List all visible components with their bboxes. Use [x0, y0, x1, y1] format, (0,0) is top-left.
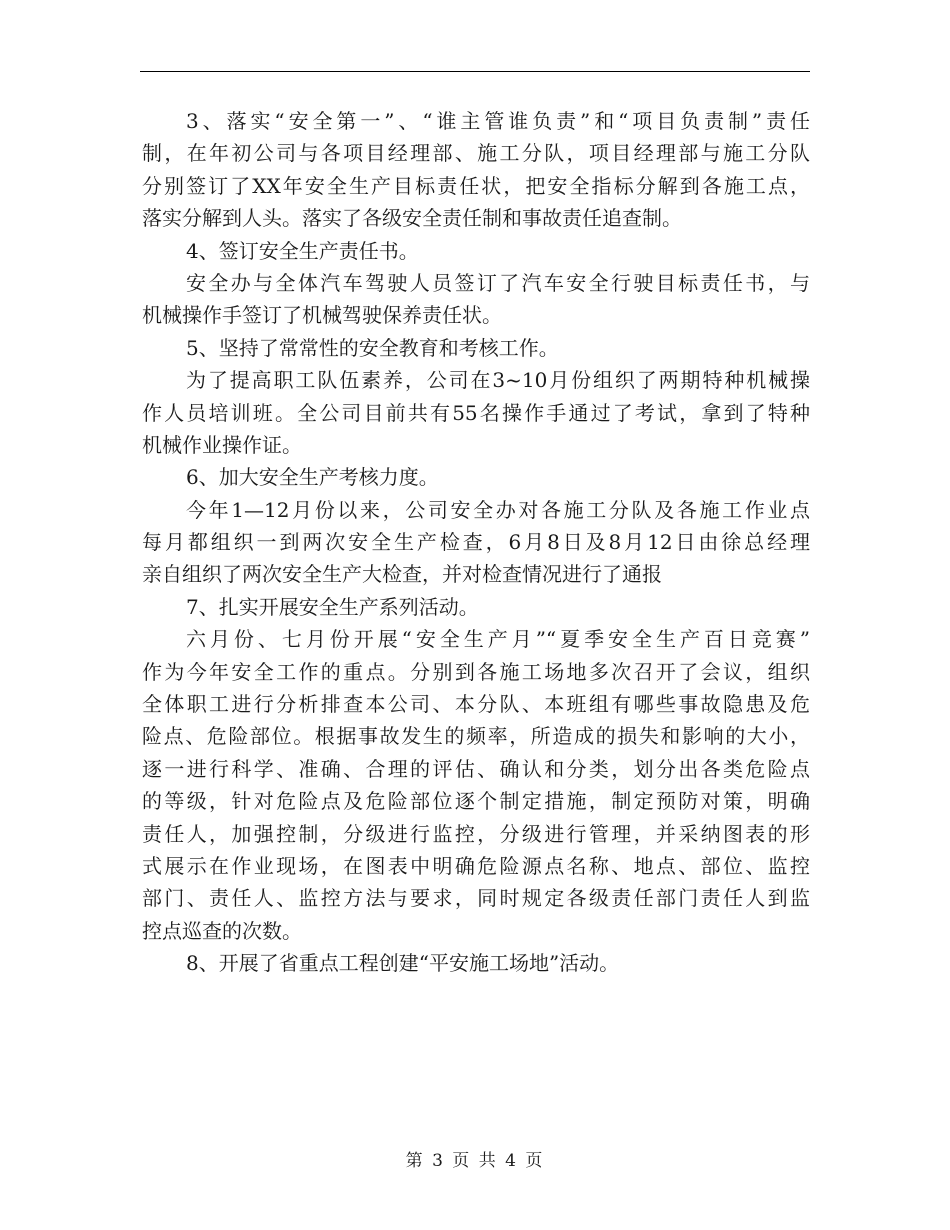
text-line: 落实分解到人头。落实了各级安全责任制和事故责任追查制。 [142, 206, 682, 231]
text-line: 6、加大安全生产考核力度。 [186, 465, 439, 490]
text-line: 机械操作手签订了机械驾驶保养责任状。 [142, 303, 502, 328]
text-line: 每月都组织一到两次安全生产检查，6月8日及8月12日由徐总经理 [142, 530, 810, 555]
text-line: 作为今年安全工作的重点。分别到各施工场地多次召开了会议，组织 [142, 659, 810, 684]
text-line: 今年1—12月份以来，公司安全办对各施工分队及各施工作业点 [186, 497, 810, 522]
text-line: 亲自组织了两次安全生产大检查，并对检查情况进行了通报 [142, 562, 662, 587]
text-line: 7、扎实开展安全生产系列活动。 [186, 594, 479, 619]
text-line: 部门、责任人、监控方法与要求，同时规定各级责任部门责任人到监 [142, 886, 810, 911]
text-line: 3、落实“安全第一”、“谁主管谁负责”和“项目负责制”责任 [186, 109, 810, 133]
text-line: 分别签订了XX年安全生产目标责任状，把安全指标分解到各施工点， [142, 173, 810, 198]
text-line: 作人员培训班。全公司目前共有55名操作手通过了考试，拿到了特种 [142, 400, 810, 425]
text-line: 8、开展了省重点工程创建“平安施工场地”活动。 [186, 951, 620, 976]
text-line: 控点巡查的次数。 [142, 918, 302, 943]
header-rule [140, 71, 810, 72]
text-line: 责任人，加强控制，分级进行监控，分级进行管理，并采纳图表的形 [142, 821, 810, 846]
text-line: 全体职工进行分析排查本公司、本分队、本班组有哪些事故隐患及危 [142, 692, 810, 717]
text-line: 为了提高职工队伍素养，公司在3~10月份组织了两期特种机械操 [186, 368, 810, 393]
text-line: 险点、危险部位。根据事故发生的频率，所造成的损失和影响的大小， [142, 724, 810, 749]
text-line: 式展示在作业现场，在图表中明确危险源点名称、地点、部位、监控 [142, 853, 810, 878]
text-line: 4、签订安全生产责任书。 [186, 238, 419, 263]
text-line: 的等级，针对危险点及危险部位逐个制定措施，制定预防对策，明确 [142, 789, 810, 814]
text-line: 机械作业操作证。 [142, 432, 302, 457]
text-line: 5、坚持了常常性的安全教育和考核工作。 [186, 335, 559, 360]
text-line: 制，在年初公司与各项目经理部、施工分队，项目经理部与施工分队 [142, 141, 810, 166]
page-number: 第 3 页 共 4 页 [405, 1151, 545, 1171]
text-line: 安全办与全体汽车驾驶人员签订了汽车安全行驶目标责任书，与 [186, 270, 810, 295]
text-line: 六月份、七月份开展“安全生产月”“夏季安全生产百日竞赛” [186, 627, 810, 652]
text-line: 逐一进行科学、准确、合理的评估、确认和分类，划分出各类危险点 [142, 756, 810, 781]
document-body [142, 105, 810, 980]
